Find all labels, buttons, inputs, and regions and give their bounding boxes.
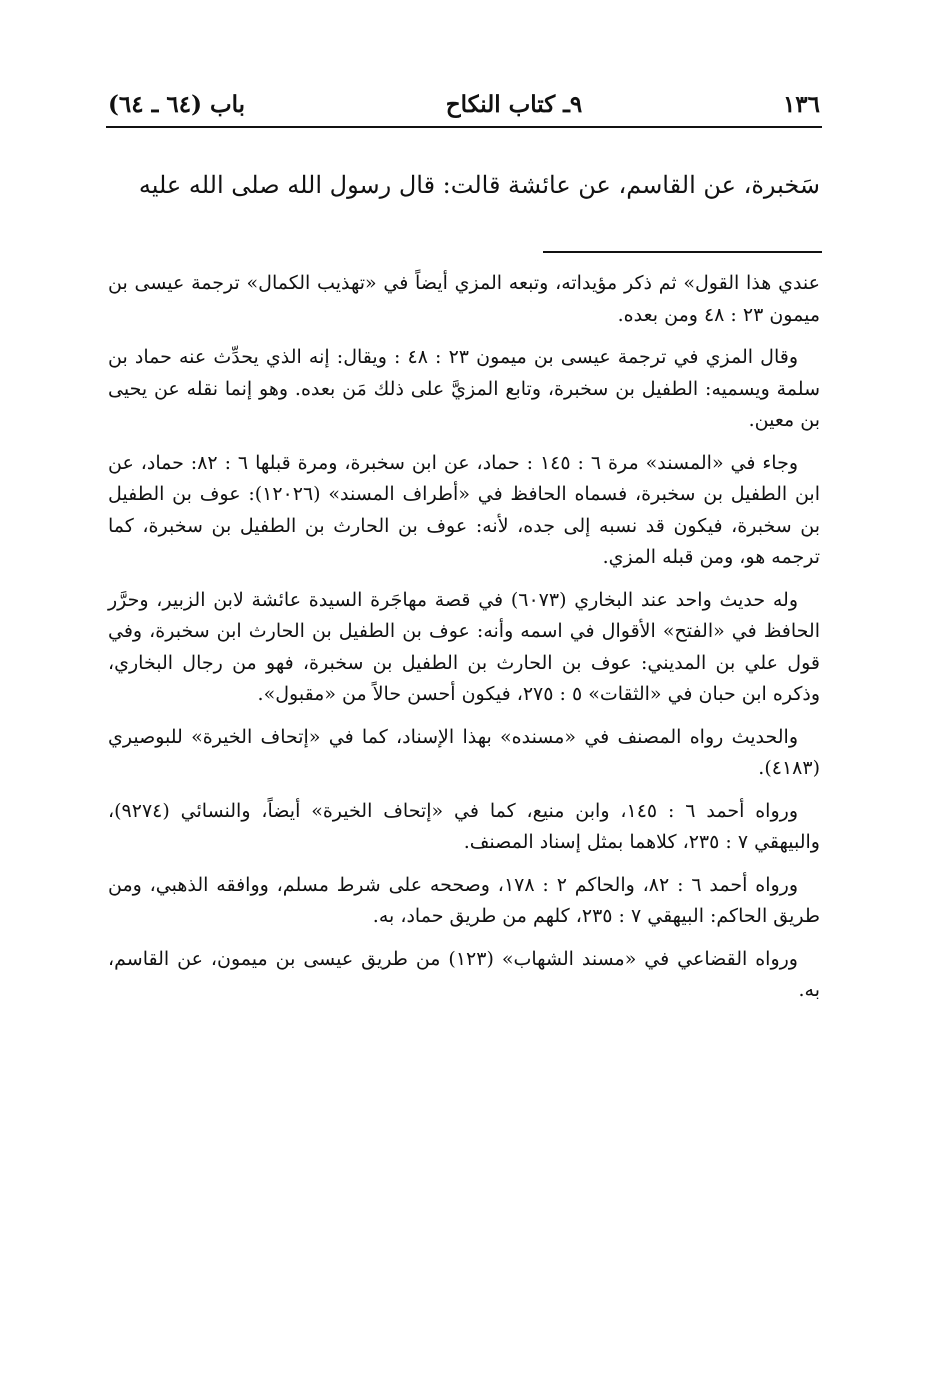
footnote-paragraph: وله حديث واحد عند البخاري (٦٠٧٣) في قصة مهاجَرة السيدة عائشة لابن الزبير، وحرَّر الحافظ في «الفتح» الأقوال في اسمه وأنه: عوف بن الطفيل بن الحارث ابن سخبرة، وفي قول علي بن المديني: عوف بن الحارث بن الطفيل بن سخبرة، فهو من رجال البخاري، وذكره ابن حبان في «الثقات» ٥ : ٢٧٥، فيكون أحسن حالاً من «مقبول». (108, 588, 820, 705)
footnote-paragraph: ورواه أحمد ٦ : ٨٢، والحاكم ٢ : ١٧٨، وصححه على شرط مسلم، ووافقه الذهبي، ومن طريق الحاكم: البيهقي ٧ : ٢٣٥، كلهم من طريق حماد، به. (108, 873, 820, 927)
footnote-paragraph: عندي هذا القول» ثم ذكر مؤيداته، وتبعه المزي أيضاً في «تهذيب الكمال» ترجمة عيسى بن ميمون ٢٣ : ٤٨ ومن بعده. (108, 272, 820, 326)
footnote-divider (543, 251, 822, 253)
footnote-paragraph: ورواه القضاعي في «مسند الشهاب» (١٢٣) من طريق عيسى بن ميمون، عن القاسم، به. (108, 947, 820, 1001)
running-header (108, 84, 820, 124)
main-text-line: سَخبرة، عن القاسم، عن عائشة قالت: قال رسول الله صلى الله عليه (138, 171, 820, 199)
book-title: ٩ـ كتاب النكاح (445, 90, 583, 118)
footnote-paragraph: ورواه أحمد ٦ : ١٤٥، وابن منيع، كما في «إتحاف الخيرة» أيضاً، والنسائي (٩٢٧٤)، والبيهقي ٧ : ٢٣٥، كلاهما بمثل إسناد المصنف. (108, 799, 820, 853)
footnote-paragraph: وقال المزي في ترجمة عيسى بن ميمون ٢٣ : ٤٨ : ويقال: إنه الذي يحدِّث عنه حماد بن سلمة ويسميه: الطفيل بن سخبرة، وتابع المزيَّ على ذلك مَن بعده. وهو إنما نقله عن يحيى بن معين. (108, 346, 820, 431)
footnotes-section (108, 268, 820, 1018)
footnote-paragraph: وجاء في «المسند» مرة ٦ : ١٤٥ : حماد، عن ابن سخبرة، ومرة قبلها ٦ : ٨٢: حماد، عن ابن الطفيل بن سخبرة، فسماه الحافظ في «أطراف المسند» (١٢٠٢٦): عوف بن الطفيل بن سخبرة، فيكون قد نسبه إلى جده، لأنه: عوف بن الحارث بن الطفيل بن سخبرة، كما ترجمه هو، ومن قبله المزي. (108, 451, 820, 568)
header-divider (106, 126, 822, 128)
page-number: ١٣٦ (782, 90, 820, 118)
footnote-paragraph: والحديث رواه المصنف في «مسنده» بهذا الإسناد، كما في «إتحاف الخيرة» للبوصيري (٤١٨٣). (108, 725, 820, 779)
chapter-label: باب (٦٤ ـ ٦٤) (108, 90, 246, 118)
